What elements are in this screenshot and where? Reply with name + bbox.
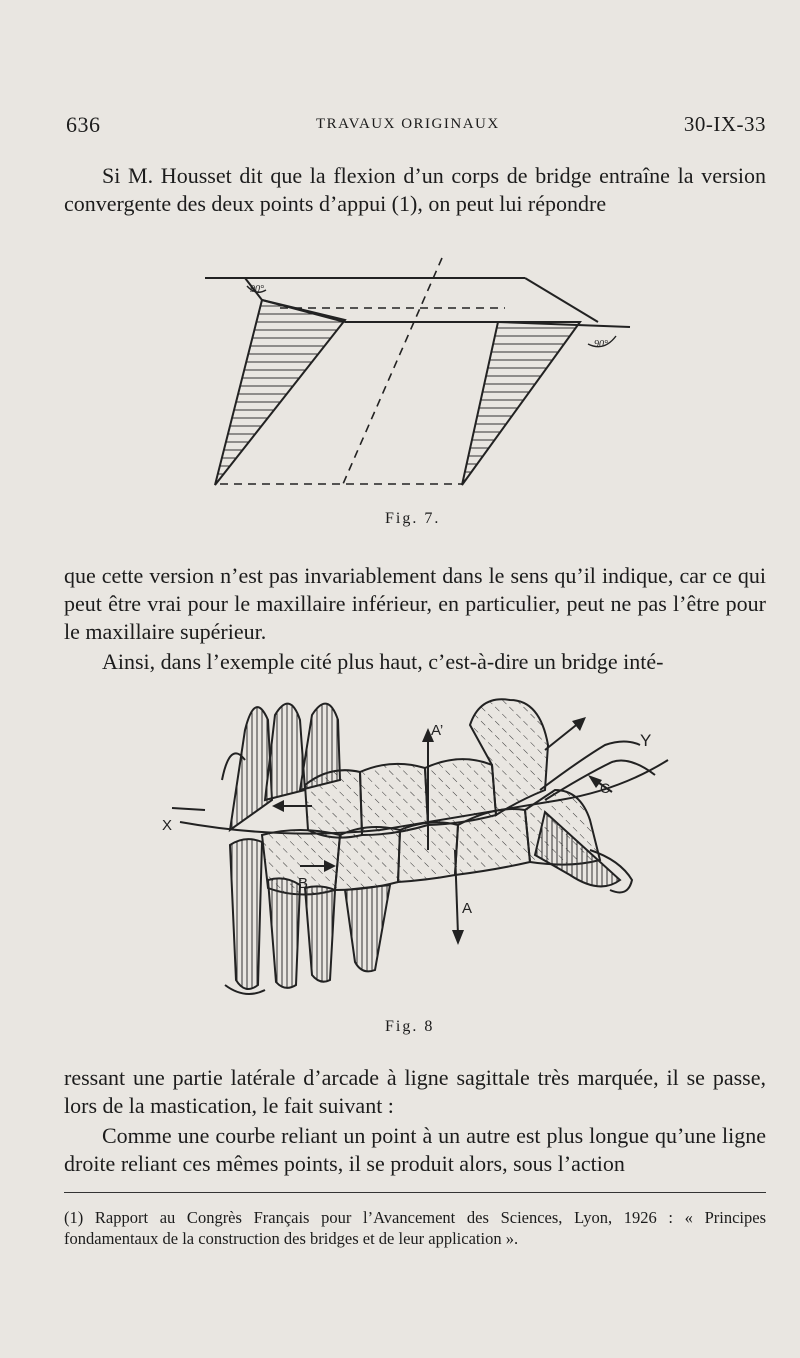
figure-7-bridge-body [205,278,630,327]
figure-8-label-y: Y [640,731,652,750]
paragraph-2: que cette version n’est pas invariablement dans le sens qu’il indique, car ce qui peut être vrai pour le maxillaire inférieur, en particulier, peut ne pas l’être pour le maxillaire supérieur. [64,563,766,644]
figure-7-left-abutment [200,300,360,485]
page-number: 636 [66,112,101,137]
running-header [66,112,766,142]
figure-8-label-c: C [600,780,611,796]
figure-7-angle-right-label: 90° [594,339,608,350]
figure-8-label-a: A [462,900,473,917]
paragraph-1: Si M. Housset dit que la flexion d’un corps de bridge entraîne la version convergente des deux points d’appui (1), on peut lui répondre [64,163,766,216]
figure-7-angle-left-label: 90° [250,284,264,295]
paragraph-5: Comme une courbe reliant un point à un autre est plus longue qu’une ligne droite reliant ces mêmes points, il se produit alors, sous l’action [64,1123,766,1176]
footnote: (1) Rapport au Congrès Français pour l’Avancement des Sciences, Lyon, 1926 : « Principes fondamentaux de la construction des bridges et de leur application ». [64,1208,766,1248]
footnote-separator [64,1192,766,1193]
figure-8-label-x: X [162,817,173,834]
journal-section-title: TRAVAUX ORIGINAUX [316,116,500,132]
paragraph-3: Ainsi, dans l’exemple cité plus haut, c’est-à-dire un bridge inté- [102,649,664,674]
paragraph-4: ressant une partie latérale d’arcade à ligne sagittale très marquée, il se passe, lors de la mastication, le fait suivant : [64,1065,766,1118]
figure-8-caption: Fig. 8 [385,1018,435,1035]
issue-date: 30-IX-33 [683,112,766,136]
figure-8-diagram [160,680,680,1000]
figure-7-caption: Fig. 7. [385,510,441,527]
figure-7-diagram [195,252,635,497]
figure-8-label-a-prime: A’ [431,722,444,739]
figure-8-label-b: B [298,875,309,892]
figure-7-right-abutment [450,322,600,485]
